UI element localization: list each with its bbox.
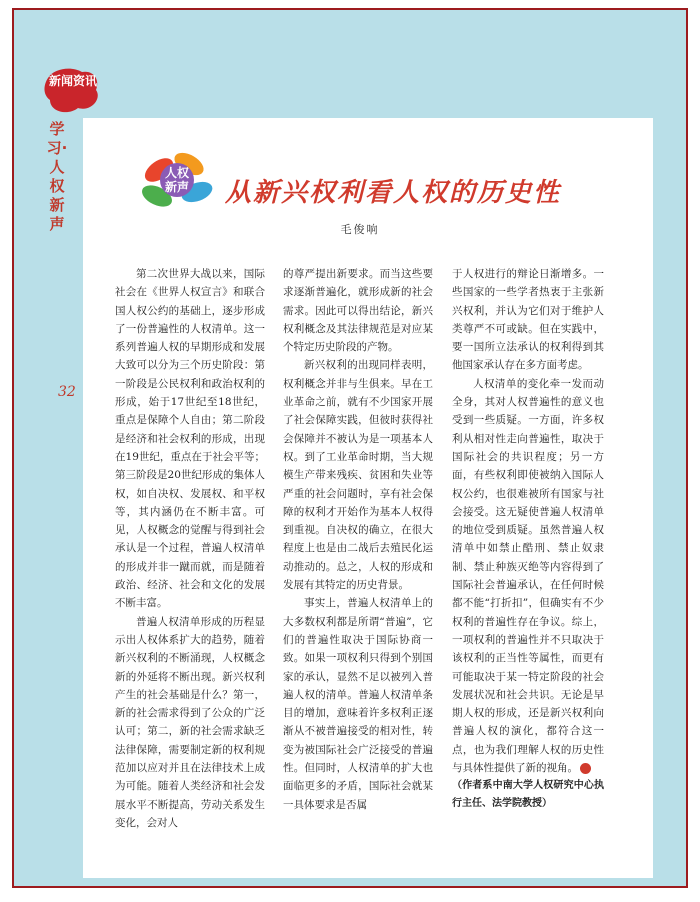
author-note: （作者系中南大学人权研究中心执行主任、法学院教授） xyxy=(452,780,604,810)
paragraph: 新兴权利的出现同样表明，权利概念并非与生俱来。早在工业革命之前，就有不少国家开展了社会保障实践，但彼时获得社会保障并不被认为是一项基本人权。到了工业革命时期，当大规模生产带来残疾、贫困和失业等严重的社会问题时，享有社会保障的权利才开始作为基本人权得到重视。自决权的确立，在很大程度上也是由二战后去殖民化运动推动的。总之，人权的形成和发展有其特定的历史背景。 xyxy=(283,359,433,592)
page-number: 32 xyxy=(58,384,76,400)
paragraph: 普遍人权清单形成的历程显示出人权体系扩大的趋势，随着新兴权利的不断涌现，人权概念新的外延将不断出现。新兴权利产生的社会基础是什么？第一，新的社会需求得到了公众的广泛认可；第二，新的社会需求缺乏法律保障，需要制定新的权利规范加以应对并且在法律技术上成为可能。随着人类经济和社会发展水平不断提高，劳动关系发生变化，会对人 xyxy=(115,615,265,829)
hands-logo-icon xyxy=(137,140,217,220)
paragraph: 第二次世界大战以来，国际社会在《世界人权宣言》和联合国人权公约的基础上，逐步形成了一份普遍性的人权清单。这一系列普遍人权的早期形成和发展大致可以分为三个历史阶段：第一阶段是公民权利和政治权利的形成，始于17世纪至18世纪，重点是保障个人自由；第二阶段是经济和社会权利的形成，出现在19世纪，重点在于社会平等；第三阶段是20世纪形成的集体人权，如自决权、发展权、和平权等，其内涵仍在不断丰富。可见，人权概念的觉醒与得到社会承认是一个过程，普遍人权清单的形成并非一蹴而就，而是随着政治、经济、社会和文化的发展不断丰富。 xyxy=(115,268,265,610)
text-column-3 xyxy=(452,265,604,813)
paragraph-text: 人权清单的变化牵一发而动全身，其对人权普遍性的意义也受到一些质疑。一方面，许多权利从相对性走向普遍性，取决于国际社会的共识程度；另一方面，有些权利即使被纳入国际人权公约，也很难被所有国家与社会接受。这无疑使普遍人权清单的地位受到质疑。虽然普遍人权清单中如禁止酷刑、禁止奴隶制、禁止种族灭绝等内容得到了国际社会普遍承认，在任何时候都不能“打折扣”，但确实有不少权利的普遍性存在争议。综上，一项权利的普遍性并不只取决于该权利的正当性等属性，而更有可能取决于某一特定阶段的社会发展状况和社会共识。无论是早期人权的形成，还是新兴权利向普遍人权的演化，都符合这一点，也为我们理解人权的历史性与具体性提供了新的视角。 xyxy=(452,377,604,775)
article-author: 毛俊响 xyxy=(340,223,380,236)
logo-text-line2: 新声 xyxy=(164,180,190,194)
article-title: 从新兴权利看人权的历史性 xyxy=(225,178,562,208)
paragraph: 的尊严提出新要求。而当这些要求逐渐普遍化，就形成新的社会需求。因此可以得出结论，新兴权利概念及其法律规范是对应某个特定历史阶段的产物。 xyxy=(283,268,433,354)
logo-text-line1: 人权 xyxy=(164,166,190,180)
text-column-1 xyxy=(115,265,265,832)
paragraph xyxy=(452,375,604,778)
text-column-2 xyxy=(283,265,433,814)
brand-text: 新闻资讯 xyxy=(48,74,97,88)
section-label: 学习·人权新声 xyxy=(46,120,68,233)
paragraph: 事实上，普遍人权清单上的大多数权利都是所谓“普遍”，它们的普遍性取决于国际协商一致。如果一项权利只得到个别国家的承认，显然不足以被列入普遍人权的清单。普遍人权清单条目的增加，意味着许多权利正逐渐从不被普遍接受的相对性，转变为被国际社会广泛接受的普遍性。但同时，人权清单的扩大也面临更多的矛盾，国际社会就某一具体要求是否属 xyxy=(283,597,433,811)
end-mark-icon xyxy=(580,763,591,774)
paragraph: 于人权进行的辩论日渐增多。一些国家的一些学者热衷于主张新兴权利，并认为它们对于维护人类尊严不可或缺。但在实践中，要一国所立法承认的权利得到其他国家承认存在多方面考虑。 xyxy=(452,268,604,372)
column-logo xyxy=(137,140,217,220)
